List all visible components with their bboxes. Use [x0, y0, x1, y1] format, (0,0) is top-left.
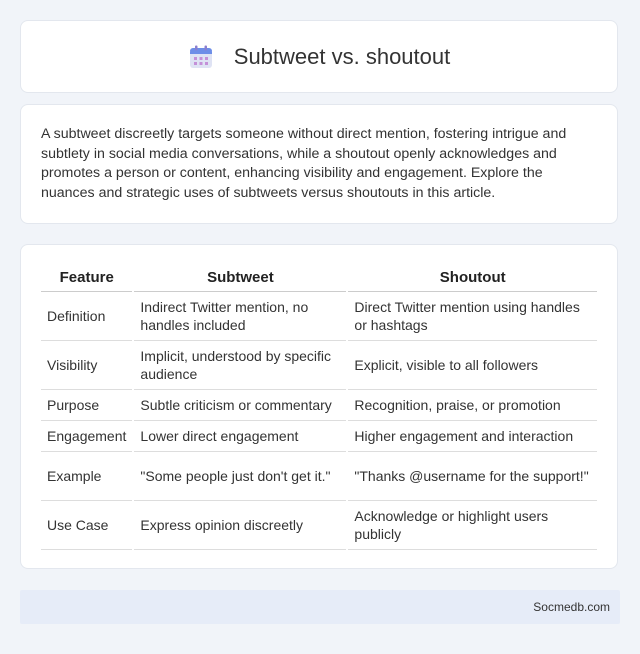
title-card — [20, 20, 618, 93]
header-feature: Feature — [41, 263, 132, 292]
table-cell: Direct Twitter mention using handles or hashtags — [348, 292, 597, 341]
comparison-card — [20, 244, 618, 569]
table-cell: "Some people just don't get it." — [134, 452, 346, 501]
header-subtweet: Subtweet — [134, 263, 346, 292]
table-cell: Recognition, praise, or promotion — [348, 390, 597, 421]
table-cell: Lower direct engagement — [134, 421, 346, 452]
table-cell: Use Case — [41, 501, 132, 550]
footer-site-link[interactable]: Socmedb.com — [533, 600, 610, 614]
table-row — [41, 292, 597, 341]
table-cell: Visibility — [41, 341, 132, 390]
table-cell: Engagement — [41, 421, 132, 452]
table-cell: Indirect Twitter mention, no handles included — [134, 292, 346, 341]
table-cell: Definition — [41, 292, 132, 341]
table-cell: Higher engagement and interaction — [348, 421, 597, 452]
table-row — [41, 501, 597, 550]
table-cell: Purpose — [41, 390, 132, 421]
table-cell: Implicit, understood by specific audience — [134, 341, 346, 390]
table-row — [41, 341, 597, 390]
table-row — [41, 390, 597, 421]
table-cell: Explicit, visible to all followers — [348, 341, 597, 390]
intro-card — [20, 104, 618, 224]
table-cell: Subtle criticism or commentary — [134, 390, 346, 421]
table-row — [41, 421, 597, 452]
calendar-icon — [188, 44, 214, 70]
page-title: Subtweet vs. shoutout — [233, 43, 451, 69]
header-shoutout: Shoutout — [348, 263, 597, 292]
table-cell: "Thanks @username for the support!" — [348, 452, 597, 501]
table-header-row — [41, 263, 597, 292]
intro-text: A subtweet discreetly targets someone without direct mention, fostering intrigue and subtlety in social media conversations, while a shoutout openly acknowledges and promotes a person or content, enhancing visibility and engagement. Explore the nuances and strategic uses of subtweets versus shoutouts in this article. — [41, 126, 567, 201]
table-cell: Example — [41, 452, 132, 501]
table-cell: Express opinion discreetly — [134, 501, 346, 550]
table-cell: Acknowledge or highlight users publicly — [348, 501, 597, 550]
footer — [20, 590, 620, 624]
table-row — [41, 452, 597, 501]
comparison-table — [39, 263, 599, 550]
